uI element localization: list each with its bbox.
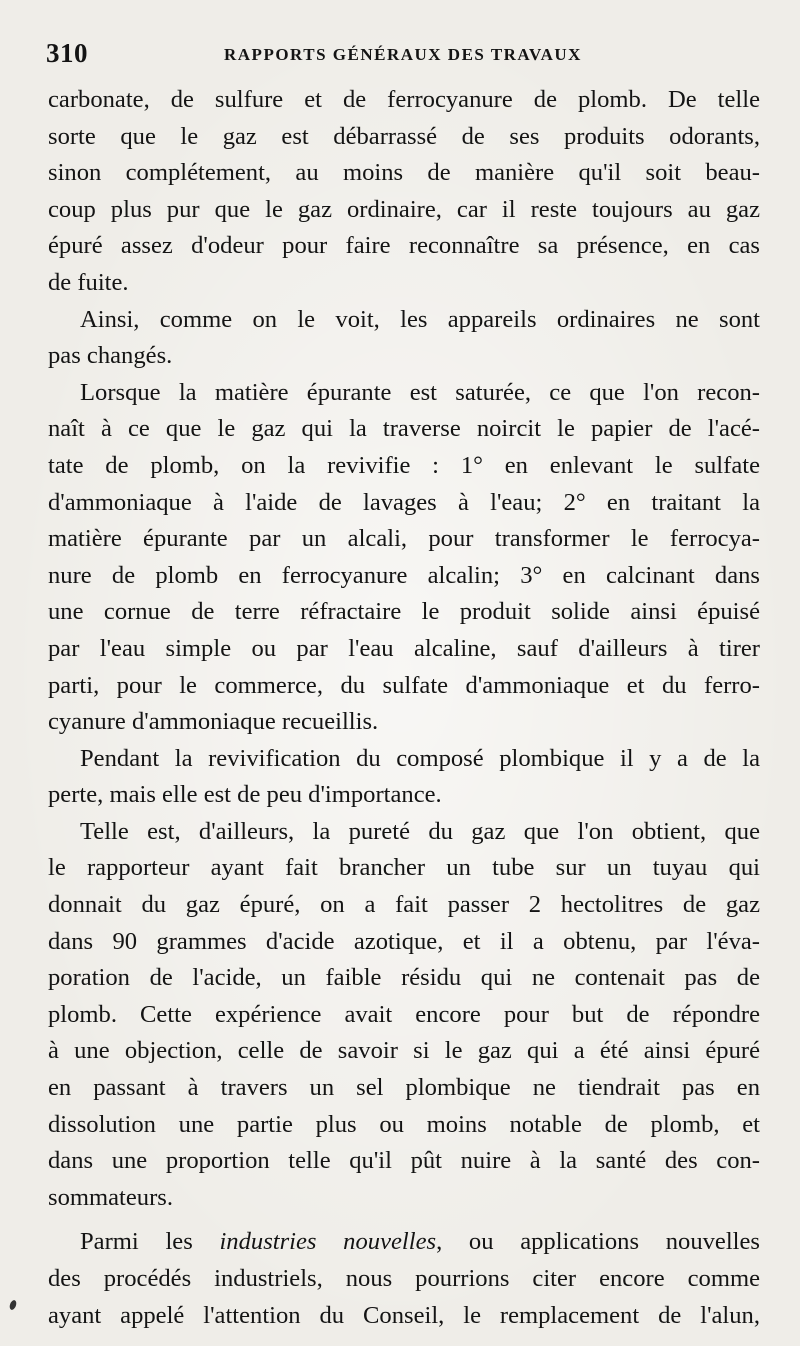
text-line: pas changés.	[48, 342, 173, 370]
ink-speck	[8, 1299, 17, 1310]
text-line: parti, pour le commerce, du sulfate d'ammoniaque et du ferro-	[48, 671, 760, 699]
text-line: Telle est, d'ailleurs, la pureté du gaz que l'on obtient, que	[80, 817, 760, 845]
text-segment: , ou applications nouvelles	[436, 1228, 760, 1256]
text-line: de fuite.	[48, 268, 129, 296]
text-line: perte, mais elle est de peu d'importance.	[48, 781, 442, 809]
text-line: des procédés industriels, nous pourrions citer encore comme	[48, 1265, 760, 1292]
page-number: 310	[46, 38, 88, 68]
running-head: RAPPORTS GÉNÉRAUX DES TRAVAUX	[224, 45, 582, 64]
text-line: Lorsque la matière épurante est saturée, ce que l'on recon-	[80, 378, 760, 406]
text-line: épuré assez d'odeur pour faire reconnaître sa présence, en cas	[48, 232, 760, 260]
text-line: coup plus pur que le gaz ordinaire, car il reste toujours au gaz	[48, 195, 760, 223]
text-line: Pendant la revivification du composé plombique il y a de la	[80, 744, 760, 772]
text-line: sommateurs.	[48, 1183, 173, 1211]
italic-phrase: industries nouvelles	[219, 1228, 437, 1256]
text-line: naît à ce que le gaz qui la traverse noircit le papier de l'acé-	[48, 415, 760, 443]
page-header	[46, 38, 766, 72]
text-line: plomb. Cette expérience avait encore pour but de répondre	[48, 1000, 760, 1028]
body-text	[48, 82, 760, 1334]
text-line: le rapporteur ayant fait brancher un tube sur un tuyau qui	[48, 854, 760, 882]
text-line: à une objection, celle de savoir si le gaz qui a été ainsi épuré	[48, 1037, 760, 1065]
text-line: carbonate, de sulfure et de ferrocyanure de plomb. De telle	[48, 86, 760, 113]
text-line: matière épurante par un alcali, pour transformer le ferrocya-	[48, 525, 760, 553]
text-line: poration de l'acide, un faible résidu qui ne contenait pas de	[48, 964, 760, 992]
text-line: ayant appelé l'attention du Conseil, le remplacement de l'alun,	[48, 1301, 760, 1329]
text-line: dans 90 grammes d'acide azotique, et il a obtenu, par l'éva-	[48, 927, 760, 955]
text-line	[48, 1224, 760, 1261]
text-line: cyanure d'ammoniaque recueillis.	[48, 708, 379, 736]
text-line: tate de plomb, on la revivifie : 1° en enlevant le sulfate	[48, 451, 760, 479]
text-line: sinon complétement, au moins de manière qu'il soit beau-	[48, 159, 760, 187]
text-line: nure de plomb en ferrocyanure alcalin; 3° en calcinant dans	[48, 561, 760, 589]
text-line: donnait du gaz épuré, on a fait passer 2 hectolitres de gaz	[48, 891, 760, 919]
text-line: une cornue de terre réfractaire le produit solide ainsi épuisé	[48, 598, 760, 626]
text-line: Ainsi, comme on le voit, les appareils ordinaires ne sont	[80, 305, 760, 333]
text-line: en passant à travers un sel plombique ne tiendrait pas en	[48, 1074, 760, 1102]
text-segment: Parmi les	[80, 1228, 193, 1256]
text-line: par l'eau simple ou par l'eau alcaline, sauf d'ailleurs à tirer	[48, 634, 760, 662]
text-line: dissolution une partie plus ou moins notable de plomb, et	[48, 1110, 760, 1138]
text-line: dans une proportion telle qu'il pût nuire à la santé des con-	[48, 1147, 760, 1175]
text-line: sorte que le gaz est débarrassé de ses produits odorants,	[48, 122, 760, 150]
text-line: d'ammoniaque à l'aide de lavages à l'eau; 2° en traitant la	[48, 488, 760, 516]
